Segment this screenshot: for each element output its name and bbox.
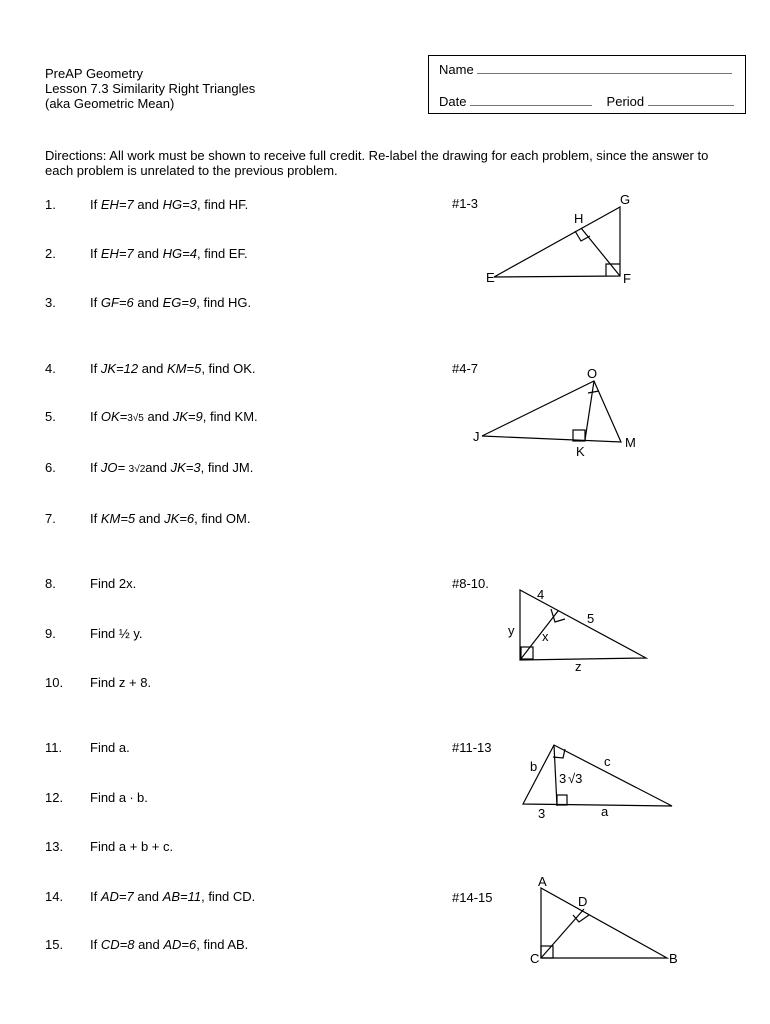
problem-number: 9. — [45, 626, 56, 641]
problem-text-part: If — [90, 409, 101, 424]
label-c: c — [604, 754, 611, 769]
label-y: y — [508, 623, 515, 638]
problem-text-part: If — [90, 937, 101, 952]
figure-5-triangle — [541, 888, 667, 958]
problem-text-part: EH=7 — [100, 197, 134, 212]
problem-text-part: JK=3 — [170, 460, 201, 475]
lesson-subtitle: (aka Geometric Mean) — [45, 96, 175, 111]
problem-text-part: EG=9 — [162, 295, 197, 310]
problem-text-part: and — [133, 889, 163, 904]
label-x: x — [542, 629, 549, 644]
radical-expression: 3√5 — [127, 413, 144, 424]
problem-text-part: If — [90, 295, 101, 310]
problem-text-part: JK=6 — [164, 511, 195, 526]
problem-text-part: , find HF. — [196, 197, 249, 212]
problem-number: 10. — [45, 675, 64, 690]
course-title: PreAP Geometry — [45, 66, 144, 81]
problem-number: 2. — [45, 246, 56, 261]
period-label: Period — [606, 94, 645, 109]
problem-text-part: CD=8 — [100, 937, 135, 952]
problem-number: 4. — [45, 361, 56, 376]
problem-text-part: KM=5 — [100, 511, 136, 526]
problem-number: 6. — [45, 460, 56, 475]
figure-label-1: #1-3 — [452, 196, 479, 211]
altitude-coefficient: 3 — [559, 771, 567, 786]
problem-number: 14. — [45, 889, 64, 904]
label-z: z — [575, 659, 582, 674]
problem-text-part: HG=3 — [162, 197, 197, 212]
figure-4-triangle — [523, 745, 672, 806]
label-a: a — [601, 804, 609, 819]
label-b: b — [530, 759, 538, 774]
problem-text-part: EH=7 — [100, 246, 134, 261]
problem-text-part: JK=12 — [100, 361, 139, 376]
problem-text-part: and — [145, 460, 171, 475]
problem-text-part: KM=5 — [167, 361, 202, 376]
point-E: E — [486, 270, 495, 285]
problem-number: 15. — [45, 937, 64, 952]
problem-text-part: , find AB. — [196, 937, 249, 952]
problem-text-part: Find a + b + c. — [90, 839, 174, 854]
problem-number: 13. — [45, 839, 64, 854]
problem-text-part: If — [90, 511, 101, 526]
problem-text-part: Find a ∙ b. — [90, 790, 148, 805]
name-label: Name — [439, 62, 474, 77]
problem-text-part: , find CD. — [201, 889, 256, 904]
lesson-title: Lesson 7.3 Similarity Right Triangles — [45, 81, 256, 96]
problem-text-part: AD=6 — [163, 937, 197, 952]
problem-number: 7. — [45, 511, 56, 526]
directions-text: Directions: All work must be shown to receive full credit. Re-label the drawing for each problem, since the answer to each problem is unrelated to the previous problem. — [45, 148, 709, 178]
radical-expression: 3√2 — [128, 464, 146, 475]
problem-text-part: GF=6 — [100, 295, 134, 310]
point-D: D — [578, 894, 588, 909]
problem-text-part: and — [133, 295, 163, 310]
problem-number: 8. — [45, 576, 56, 591]
problem-text-part: , find OM. — [194, 511, 251, 526]
point-F: F — [623, 271, 631, 286]
problem-text-part: and — [138, 361, 167, 376]
point-O: O — [587, 366, 598, 381]
problem-text-part: If — [90, 889, 101, 904]
problem-text-part: and — [133, 197, 163, 212]
problem-text-part: , find EF. — [196, 246, 248, 261]
point-J: J — [473, 429, 480, 444]
problem-text-part: If — [90, 246, 101, 261]
problem-text-part: and — [143, 409, 173, 424]
problem-text-part: AD=7 — [100, 889, 134, 904]
problem-text-part: , find OK. — [201, 361, 256, 376]
problem-number: 12. — [45, 790, 64, 805]
problem-text-part: and — [133, 246, 163, 261]
problem-text-part: Find ½ y. — [90, 626, 143, 641]
problem-text-part: If — [90, 197, 101, 212]
problem-text-part: JO= — [100, 460, 129, 475]
figure-label-2: #4-7 — [452, 361, 479, 376]
label-5: 5 — [587, 611, 595, 626]
label-3: 3 — [538, 806, 546, 821]
problem-number: 3. — [45, 295, 56, 310]
problem-text-part: , find KM. — [202, 409, 258, 424]
figure-label-5: #14-15 — [452, 890, 493, 905]
label-4: 4 — [537, 587, 545, 602]
problem-text-part: If — [90, 361, 101, 376]
figure-label-4: #11-13 — [452, 740, 492, 755]
problem-text-part: If — [90, 460, 101, 475]
problem-text-part: Find z + 8. — [90, 675, 152, 690]
problem-number: 1. — [45, 197, 56, 212]
date-label: Date — [439, 94, 467, 109]
problem-text-part: HG=4 — [162, 246, 197, 261]
problem-text-part: , find HG. — [196, 295, 252, 310]
problem-text-part: and — [134, 937, 164, 952]
point-H: H — [574, 211, 584, 226]
problem-number: 5. — [45, 409, 56, 424]
point-B: B — [669, 951, 678, 966]
point-K: K — [576, 444, 585, 459]
altitude-radical: √3 — [568, 771, 583, 786]
problem-text-part: JK=9 — [172, 409, 203, 424]
problem-number: 11. — [45, 740, 63, 755]
point-G: G — [620, 192, 631, 207]
figure-2-triangle — [482, 381, 621, 442]
point-M: M — [625, 435, 636, 450]
problem-text-part: and — [135, 511, 165, 526]
point-C: C — [530, 951, 540, 966]
problem-text-part: AB=11 — [162, 889, 202, 904]
point-A: A — [538, 874, 547, 889]
figure-label-3: #8-10. — [452, 576, 489, 591]
problem-text-part: , find JM. — [200, 460, 254, 475]
figure-1-triangle — [494, 207, 620, 277]
problem-text-part: Find 2x. — [90, 576, 137, 591]
problem-text-part: OK= — [100, 409, 128, 424]
problem-text-part: Find a. — [90, 740, 130, 755]
